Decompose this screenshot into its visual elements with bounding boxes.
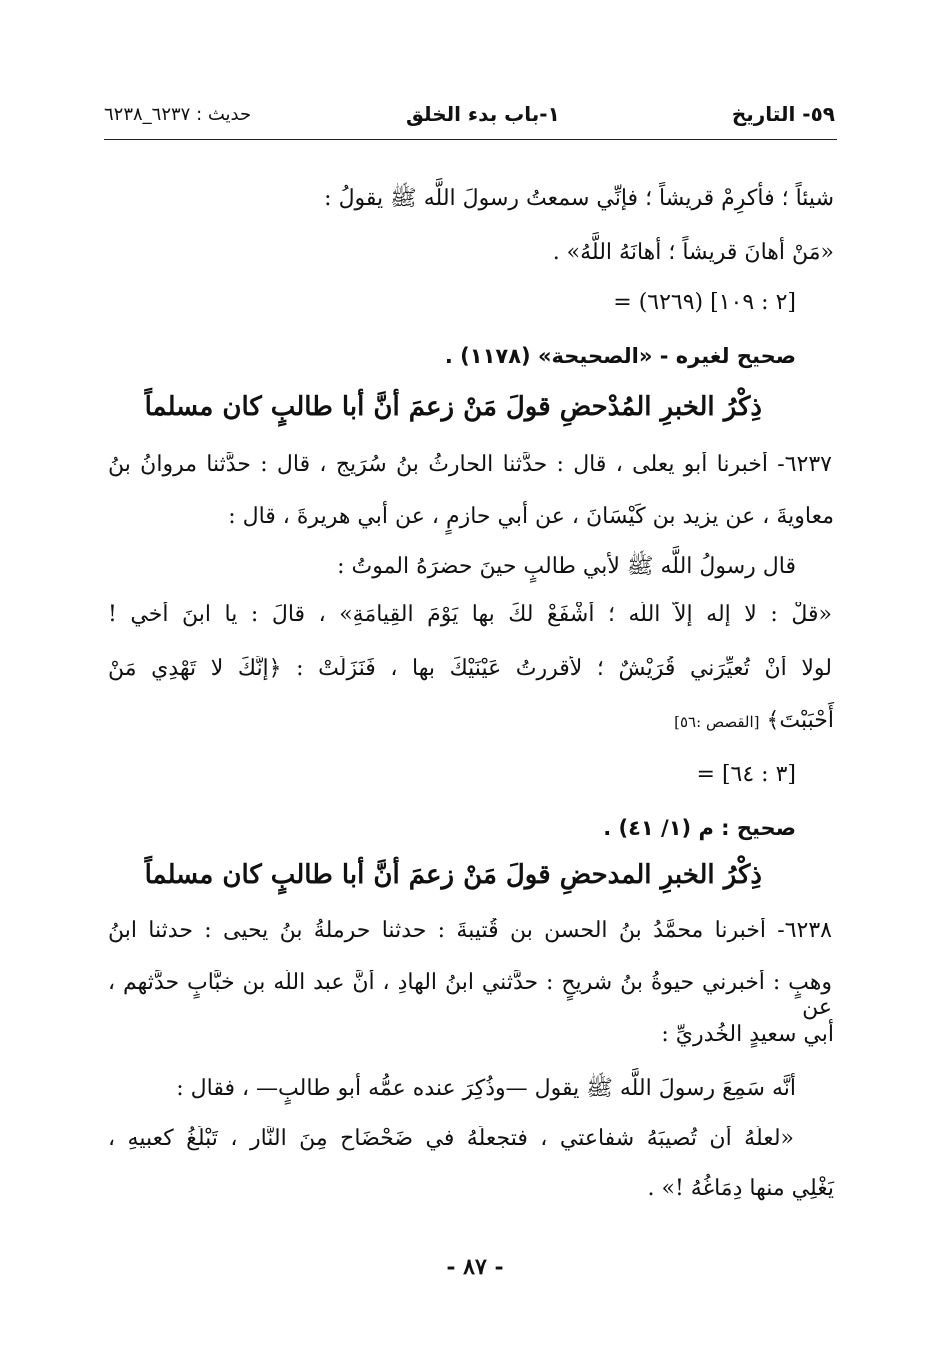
chapter-heading: ذِكْرُ الخبرِ المُدْحضِ قولَ مَنْ زعمَ أنَّ أبا طالبٍ كان مسلماً xyxy=(144,392,762,422)
quran-citation: [القصص :٥٦] xyxy=(674,713,760,731)
reference-line: = (٦٢٦٩) [٢ : ١٠٩] xyxy=(613,290,796,315)
grading-line: صحيح لغيره - «الصحيحة» (١١٧٨) . xyxy=(444,344,796,368)
text-line: «مَنْ أهانَ قريشاً ؛ أهانَهُ اللَّهُ» . xyxy=(552,240,834,265)
chapter-heading: ذِكْرُ الخبرِ المدحضِ قولَ مَنْ زعمَ أنَّ أبا طالبٍ كان مسلماً xyxy=(144,860,762,890)
text-line: ٦٢٣٧- أخبرنا أبو يعلى ، قال : حدَّثنا الحارثُ بنُ سُرَيجٍ ، قال : حدَّثنا مروانُ بنُ xyxy=(108,452,832,477)
grading-line: صحيح : م (١/ ٤١) . xyxy=(603,816,796,840)
text-line: «قلْ : لا إله إلاَّ اللَّه ؛ أشْفَعْ لكَ بها يَوْمَ القِيامَةِ» ، قالَ : يا ابنَ أخي ! xyxy=(108,602,832,627)
running-header xyxy=(104,102,835,130)
page-number: - ٨٧ - xyxy=(446,1254,504,1280)
text-line: يَغْلِي منها دِمَاغُهُ !» . xyxy=(647,1176,834,1201)
text-line: لولا أنْ تُعيِّرَني قُرَيْشٌ ؛ لأقررتُ عَيْنَيْكَ بها ، فَنَزَلَتْ : ﴿إِنَّكَ لا تَهْدِي مَنْ xyxy=(108,656,832,681)
header-chapter-title: ١-باب بدء الخلق xyxy=(406,102,560,126)
text-line: ٦٢٣٨- أخبرنا محمَّدُ بنُ الحسنِ بنِ قُتيبةَ : حدثنا حرملةُ بنُ يحيى : حدثنا ابنُ xyxy=(108,918,832,943)
text-line: قال رسولُ اللَّه ﷺ لأبي طالبٍ حينَ حضرَهُ الموتُ : xyxy=(337,554,796,579)
header-hadith-range: حديث : ٦٢٣٧_٦٢٣٨ xyxy=(104,104,252,125)
header-section-title: ٥٩- التاريخ xyxy=(731,102,835,126)
text-line: وهبٍ : أخبرني حيوةُ بنُ شريحٍ : حدَّثني ابنُ الهادِ ، أنَّ عبد اللَّه بن خبَّابٍ حدَّثهم ، عن xyxy=(108,970,832,1020)
quran-quote-end: أَحْبَبْتَ﴾ xyxy=(766,708,834,733)
text-line xyxy=(674,708,834,733)
text-line: أبي سعيدٍ الخُدريِّ : xyxy=(661,1022,834,1047)
header-divider xyxy=(104,139,837,140)
reference-line: = [٣ : ٦٤] xyxy=(696,762,796,787)
text-line: معاويةَ ، عن يزيد بن كَيْسَانَ ، عن أبي حازمٍ ، عن أبي هريرةَ ، قال : xyxy=(228,504,834,529)
text-line: شيئاً ؛ فأكرِمْ قريشاً ؛ فإنِّي سمعتُ رسولَ اللَّه ﷺ يقولُ : xyxy=(324,186,834,211)
text-line: أنَّه سَمِعَ رسولَ اللَّه ﷺ يقول —وذُكِرَ عنده عمُّه أبو طالبٍ— ، فقال : xyxy=(176,1076,796,1101)
text-line: «لعلَّهُ أن تُصيبَهُ شفاعتي ، فتجعلَهُ في ضَحْضَاحٍ مِنَ النَّارِ ، تَبْلُغُ كعبيهِ ، xyxy=(108,1126,794,1151)
